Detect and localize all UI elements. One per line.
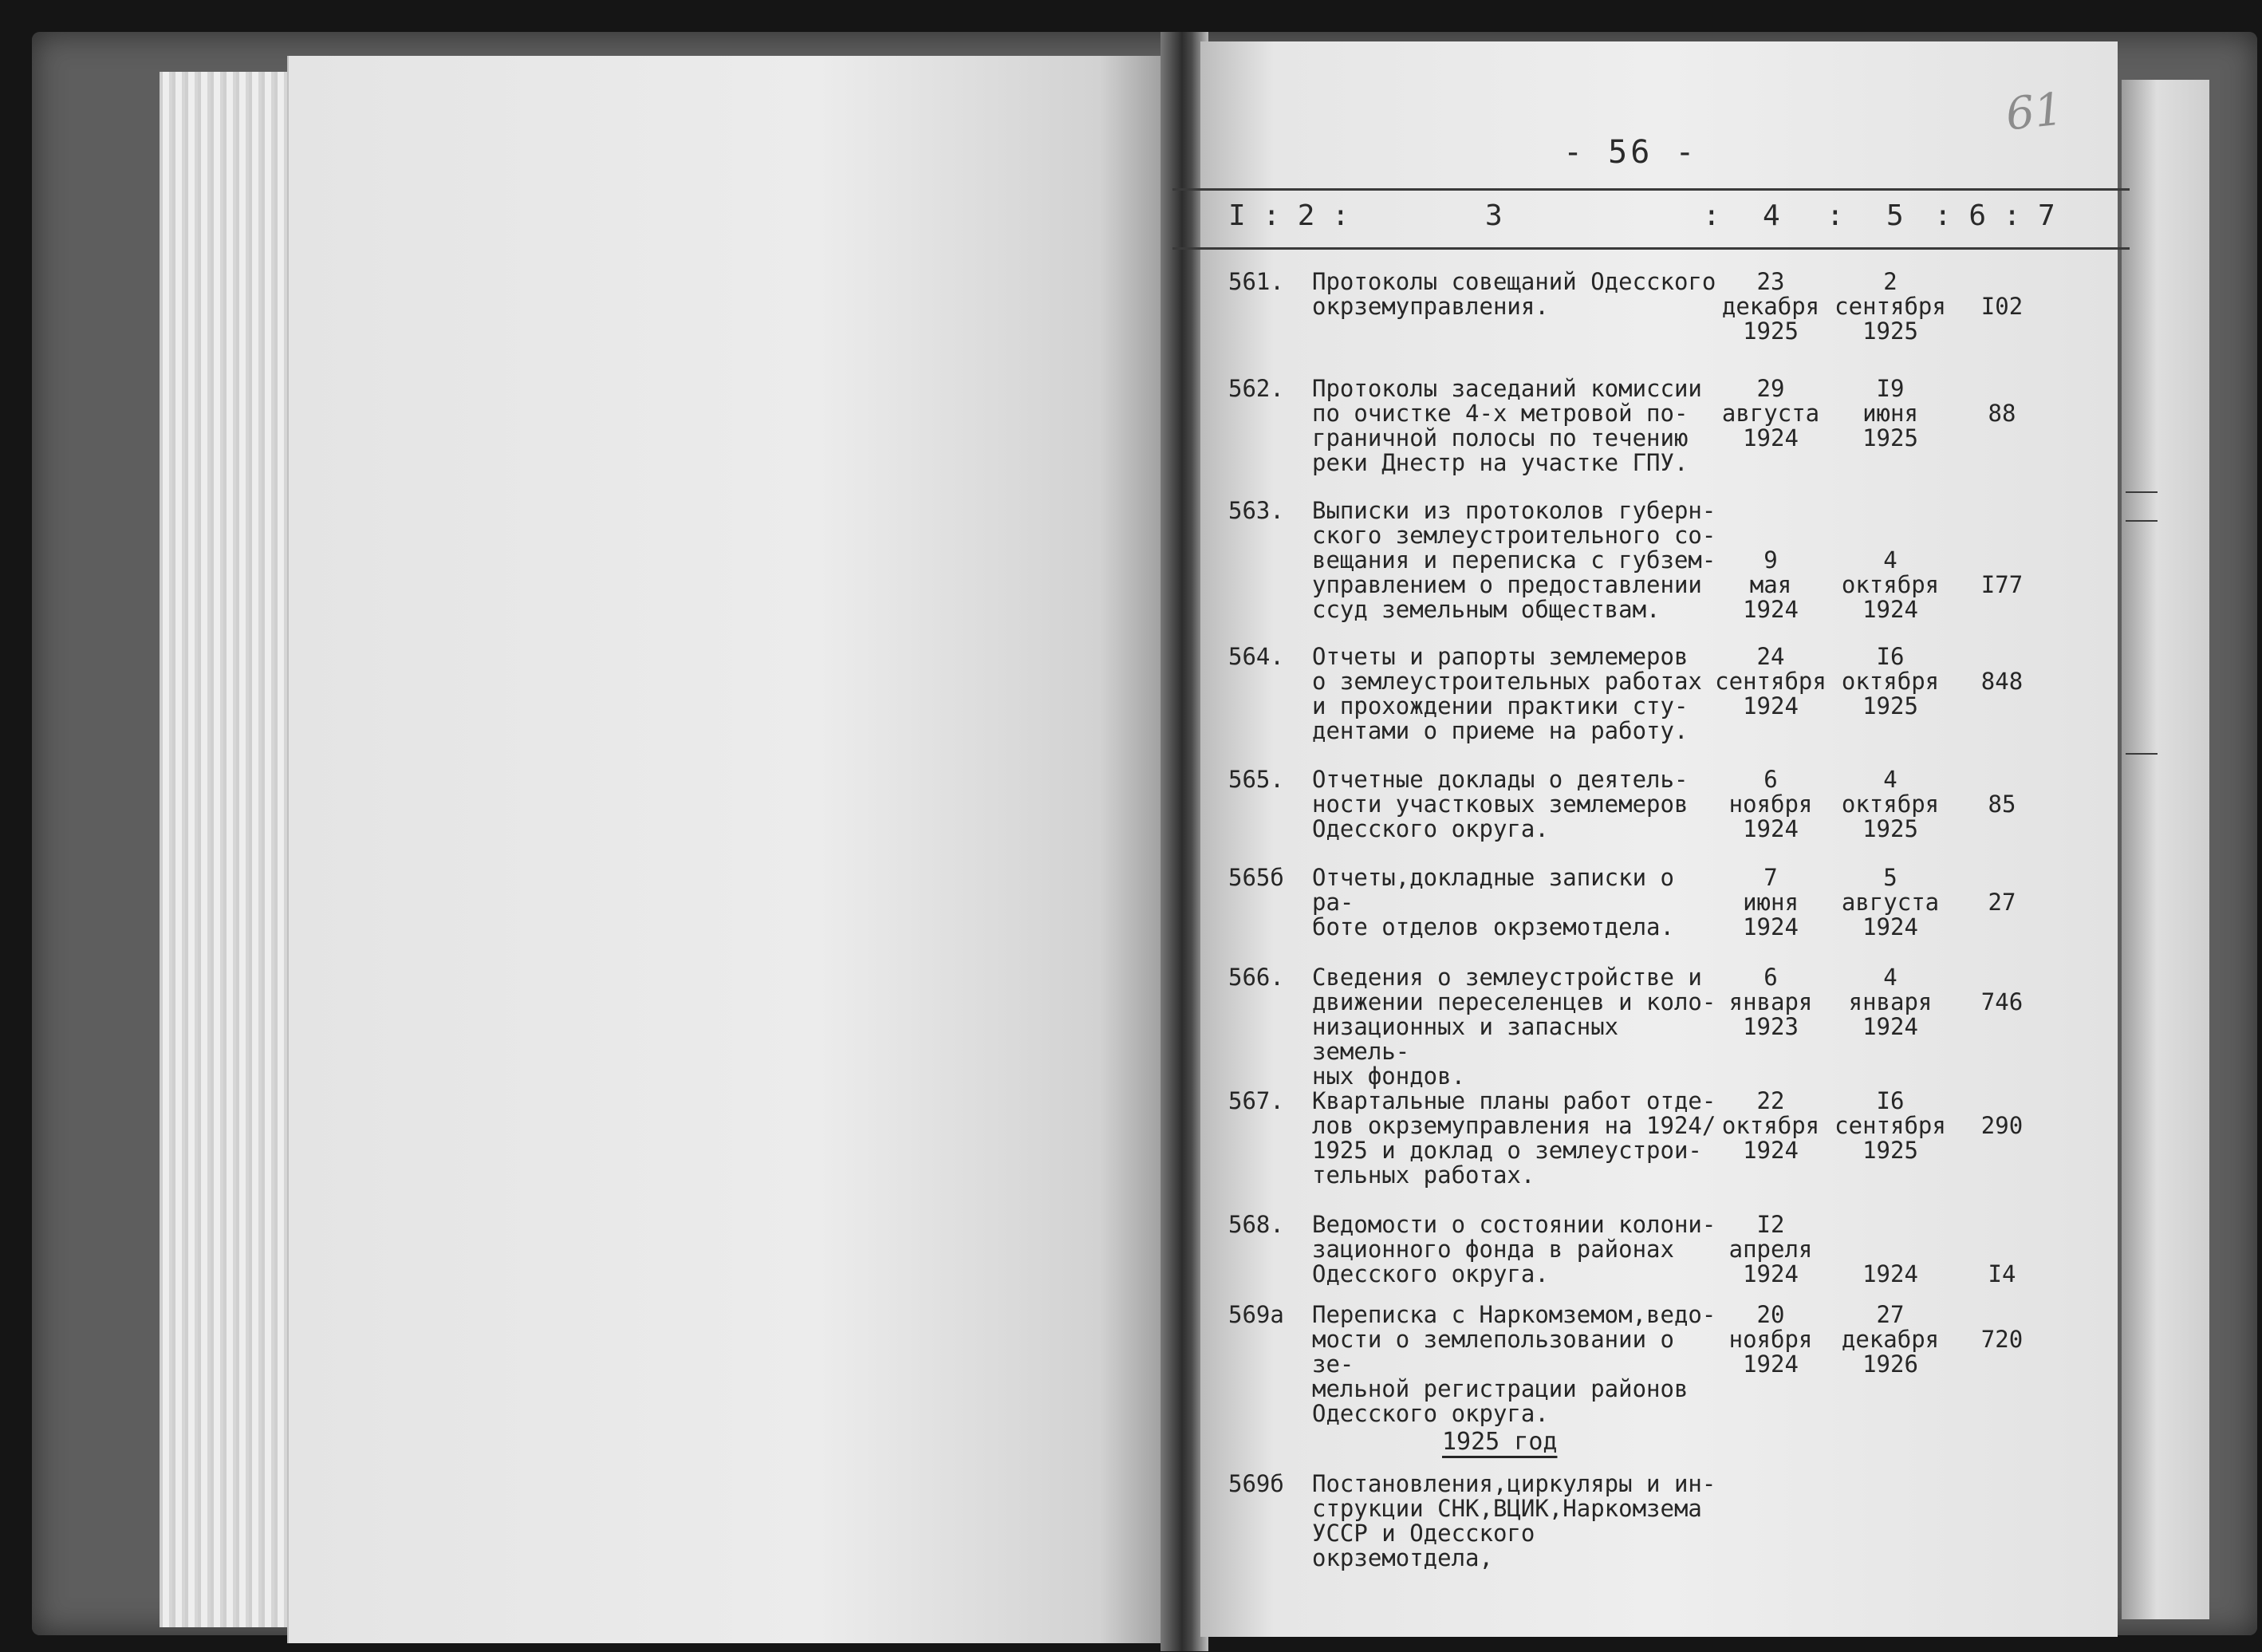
- header-top-rule: [1172, 188, 2130, 191]
- entry-description: Протоколы заседаний комиссии по очистке 4-х метровой по- граничной полосы по течению реки Днестр на участке ГПУ.: [1312, 375, 1702, 476]
- entry-number: 567.: [1228, 1087, 1284, 1114]
- entry-end-date: 5 августа 1924: [1841, 864, 1940, 940]
- entry-number: 568.: [1228, 1211, 1284, 1238]
- page-stack-edge: [160, 72, 303, 1627]
- column-header-4: 4: [1763, 199, 1780, 232]
- entry-sheet-count: 290: [1980, 1112, 2024, 1139]
- entry-start-date: 29 августа 1924: [1721, 375, 1820, 451]
- entry-end-date: I6 сентября 1925: [1834, 1087, 1946, 1164]
- entry-end-date: 1924: [1862, 1260, 1918, 1287]
- entry-sheet-count: I4: [1988, 1260, 2016, 1287]
- entry-number: 565б: [1228, 864, 1284, 891]
- entry-start-date: 24 сентября 1924: [1715, 643, 1827, 720]
- entry-sheet-count: 848: [1980, 668, 2024, 695]
- entry-end-date: I9 июня 1925: [1862, 375, 1918, 451]
- entry-start-date: 23 декабря 1925: [1721, 268, 1820, 345]
- entry-number: 566.: [1228, 964, 1284, 991]
- entry-end-date: I6 октября 1925: [1841, 643, 1940, 720]
- cover-edge: [2122, 80, 2209, 1619]
- entry-description: Протоколы совещаний Одесского окрземуправления.: [1312, 268, 1716, 320]
- entry-description: Отчеты и рапорты землемеров о землеустроительных работах и прохождении практики сту- дентами о приеме на работу.: [1312, 643, 1702, 744]
- entry-number: 561.: [1228, 268, 1284, 295]
- entry-sheet-count: I02: [1980, 293, 2024, 320]
- page-edge-tab: [2126, 491, 2158, 493]
- column-header-3: 3: [1485, 199, 1503, 232]
- entry-end-date: 4 октября 1925: [1841, 766, 1940, 842]
- archive-folio-number: 61: [2003, 83, 2066, 141]
- entry-end-date: 4 октября 1924: [1841, 546, 1940, 623]
- entry-number: 562.: [1228, 375, 1284, 402]
- entry-start-date: 20 ноября 1924: [1728, 1301, 1813, 1378]
- page-number: - 56 -: [1563, 134, 1698, 171]
- entry-description: Отчетные доклады о деятель- ности участковых землемеров Одесского округа.: [1312, 766, 1689, 842]
- entry-start-date: 9 мая 1924: [1743, 546, 1799, 623]
- entry-start-date: I2 апреля 1924: [1728, 1211, 1813, 1287]
- entry-end-date: 4 января 1924: [1848, 964, 1933, 1040]
- entry-description: Ведомости о состоянии колони- зационного фонда в районах Одесского округа.: [1312, 1211, 1716, 1287]
- entry-sheet-count: 88: [1988, 400, 2016, 427]
- entry-sheet-count: 27: [1988, 889, 2016, 916]
- entry-number: 563.: [1228, 497, 1284, 524]
- entry-description: Постановления,циркуляры и ин- струкции СНК,ВЦИК,Наркомзема УССР и Одесского окрземотдела,: [1312, 1470, 1716, 1571]
- entry-description: Отчеты,докладные записки о ра- боте отделов окрземотдела.: [1312, 864, 1674, 940]
- page-edge-tab: [2126, 520, 2158, 522]
- entry-description: Переписка с Наркомземом,ведо- мости о землепользовании о зе- мельной регистрации районов Одесского округа.: [1312, 1301, 1716, 1427]
- page-edge-tab: [2126, 753, 2158, 755]
- entry-start-date: 7 июня 1924: [1743, 864, 1799, 940]
- entry-number: 564.: [1228, 643, 1284, 670]
- header-bottom-rule: [1172, 247, 2130, 250]
- entry-start-date: 22 октября 1924: [1721, 1087, 1820, 1164]
- entry-description: Выписки из протоколов губерн- ского землеустроительного со- вещания и переписка с губзем- управлением о предоставлении ссуд земельным обществам.: [1312, 497, 1716, 623]
- column-separator: :: [1703, 199, 1720, 232]
- column-header-1-2: I : 2 :: [1228, 199, 1350, 232]
- column-header-6-7: : 6 : 7: [1934, 199, 2055, 232]
- entry-description: Сведения о землеустройстве и движении переселенцев и коло- низационных и запасных земель- ных фондов.: [1312, 964, 1716, 1090]
- entry-sheet-count: 720: [1980, 1326, 2024, 1353]
- entry-number: 569б: [1228, 1470, 1284, 1497]
- column-header-5: 5: [1886, 199, 1904, 232]
- column-separator: :: [1827, 199, 1844, 232]
- year-section-heading: 1925 год: [1442, 1428, 1558, 1456]
- entry-sheet-count: 746: [1980, 988, 2024, 1015]
- entry-start-date: 6 ноября 1924: [1728, 766, 1813, 842]
- entry-number: 569а: [1228, 1301, 1284, 1328]
- entry-description: Квартальные планы работ отде- лов окрземуправления на 1924/ 1925 и доклад о землеустрои- тельных работах.: [1312, 1087, 1716, 1189]
- entry-start-date: 6 января 1923: [1728, 964, 1813, 1040]
- blank-left-page: [287, 56, 1170, 1643]
- entry-number: 565.: [1228, 766, 1284, 793]
- entry-sheet-count: 85: [1988, 791, 2016, 818]
- entry-sheet-count: I77: [1980, 571, 2024, 598]
- entry-end-date: 2 сентября 1925: [1834, 268, 1946, 345]
- entry-end-date: 27 декабря 1926: [1841, 1301, 1940, 1378]
